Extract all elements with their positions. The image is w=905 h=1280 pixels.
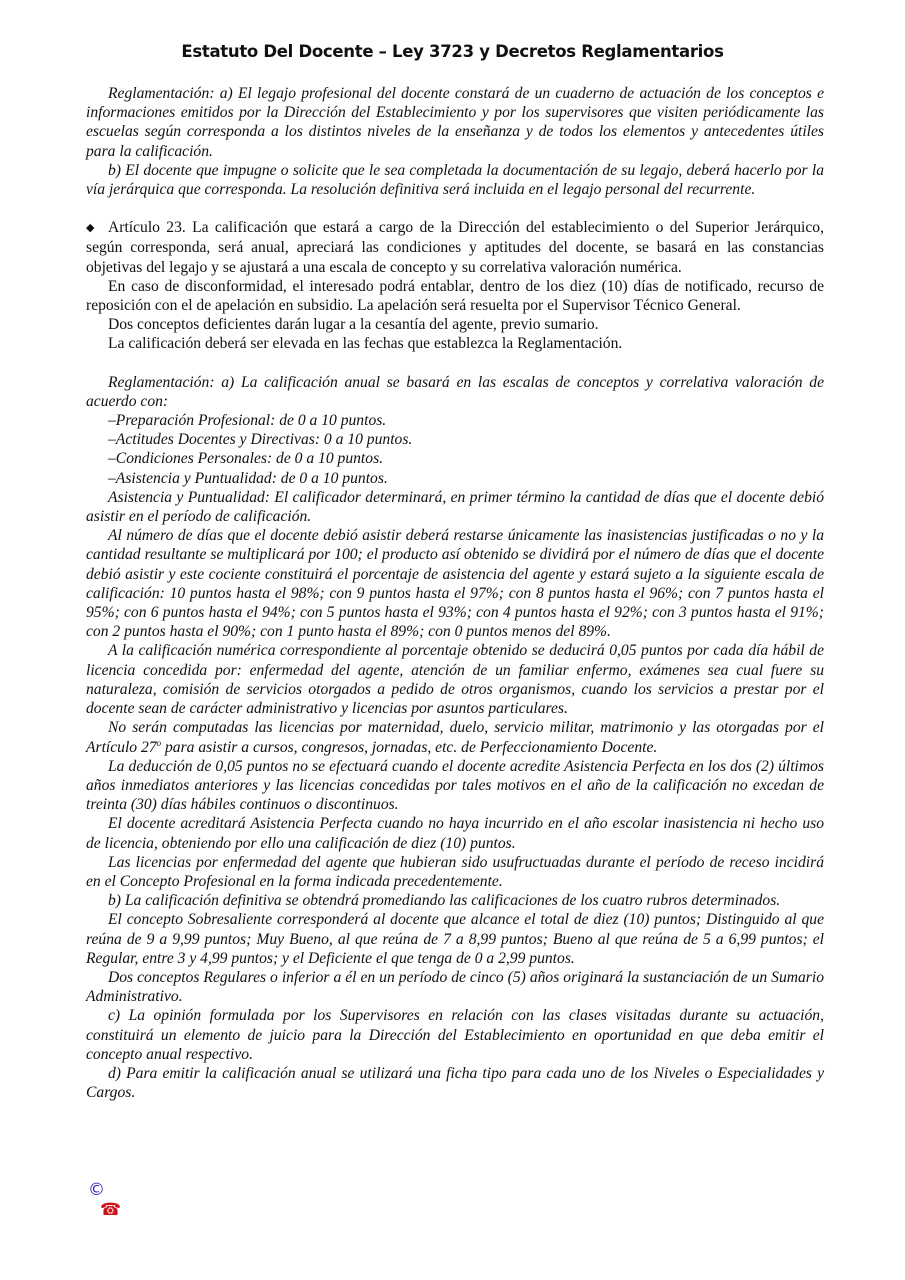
reglamentacion-22-b: b) El docente que impugne o solicite que le sea completada la documentación de su legajo, deberá hacerlo por la vía jerárquica que corresponda. La resolución definitiva será incluida en el legajo personal del recurrente. [86,161,824,199]
articulo-23-paragraph [86,218,824,277]
asistencia-paragraph-3: A la calificación numérica correspondiente al porcentaje obtenido se deducirá 0,05 puntos por cada día hábil de licencia concedida por: enfermedad del agente, atención de un familiar enfermo, exámenes sea cual fuere su naturaleza, comisión de servicios otorgados a pedido de otros organismos, cuando los servicios a prestar por el docente sean de carácter administrativo y licencias por asuntos particulares. [86,642,824,718]
articulo-23-text: Artículo 23. La calificación que estará a cargo de la Dirección del establecimiento o del Superior Jerárquico, según corresponda, será anual, apreciará las condiciones y aptitudes del docente, se basará en las constancias objetivas del legajo y se ajustará a una escala de concepto y su correlativa valoración numérica. [86,219,824,276]
scale-item: –Preparación Profesional: de 0 a 10 puntos. [108,412,387,430]
scale-item: –Asistencia y Puntualidad: de 0 a 10 puntos. [108,469,388,487]
diamond-bullet-icon: ◆ [86,222,95,235]
asistencia-paragraph-7: Las licencias por enfermedad del agente que hubieran sido usufructuadas durante el período de receso incidirá en el Concepto Profesional en la forma indicada precedentemente. [86,853,824,890]
document-body [86,84,824,1102]
reglamentacion-22-a: Reglamentación: a) El legajo profesional del docente constará de un cuaderno de actuación de los conceptos e informaciones emitidos por la Dirección del Establecimiento y por los supervisores que visiten periódicamente las escuelas según corresponda a los distintos niveles de la enseñanza y de todos los elementos y antecedentes útiles para la calificación. [86,85,824,160]
articulo-23-disconformidad: En caso de disconformidad, el interesado podrá entablar, dentro de los diez (10) días de notificado, recurso de reposición con el de apelación en subsidio. La apelación será resuelta por el Supervisor Técnico General. [86,277,824,315]
telephone-icon: ☎ [100,1200,122,1220]
scale-item: –Condiciones Personales: de 0 a 10 puntos. [108,450,384,468]
asistencia-paragraph-2: Al número de días que el docente debió asistir deberá restarse únicamente las inasistencias justificadas o no y la cantidad resultante se multiplicará por 100; el producto así obtenido se dividirá por el número de días que el docente debió asistir y este cociente constituirá el porcentaje de asistencia del agente y estará sujeto a la siguiente escala de calificación: 10 puntos hasta el 98%; con 9 puntos hasta el 97%; con 8 puntos hasta el 96%; con 7 puntos hasta el 95%; con 6 puntos hasta el 94%; con 5 puntos hasta el 93%; con 4 puntos hasta el 92%; con 3 puntos hasta el 91%; con 2 puntos hasta el 90%; con 1 punto hasta el 89%; con 0 puntos menos del 89%. [86,527,824,641]
scale-item: –Actitudes Docentes y Directivas: 0 a 10 puntos. [108,431,413,449]
asistencia-paragraph-6: El docente acreditará Asistencia Perfecta cuando no haya incurrido en el año escolar inasistencia ni hecho uso de licencia, obteniendo por ello una calificación de diez (10) puntos. [86,815,824,852]
asistencia-4-text: No serán computadas las licencias por maternidad, duelo, servicio militar, matrimonio y las otorgadas por el Artículo 27 [86,719,824,756]
articulo-23-cesantia: Dos conceptos deficientes darán lugar a la cesantía del agente, previo sumario. [108,316,599,334]
copyright-icon: © [88,1180,105,1200]
reglamentacion-23-a: Reglamentación: a) La calificación anual se basará en las escalas de conceptos y correlativa valoración de acuerdo con: [86,373,824,410]
spacer [86,199,824,218]
reglamentacion-23-d: d) Para emitir la calificación anual se utilizará una ficha tipo para cada uno de los Niveles o Especialidades y Cargos. [86,1064,824,1102]
concepto-paragraph-1: El concepto Sobresaliente corresponderá al docente que alcance el total de diez (10) puntos; Distinguido al que reúna de 9 a 9,99 puntos; Muy Bueno, al que reúna de 7 a 8,99 puntos; Bueno al que reúna de 5 a 6,99 puntos; el Regular, entre 3 y 4,99 puntos; y el Deficiente el que tenga de 0 a 2,99 puntos. [86,911,824,967]
articulo-23-fechas: La calificación deberá ser elevada en las fechas que establezca la Reglamentación. [108,335,623,353]
spacer [86,354,824,373]
reglamentacion-23-c: c) La opinión formulada por los Supervisores en relación con las clases visitadas durante su actuación, constituirá un elemento de juicio para la Dirección del Establecimiento en oportunidad en que deba emitir el concepto anual respectivo. [86,1007,824,1063]
page-title: Estatuto Del Docente – Ley 3723 y Decretos Reglamentarios [181,42,724,61]
asistencia-paragraph-1: Asistencia y Puntualidad: El calificador determinará, en primer término la cantidad de días que el docente debió asistir en el período de calificación. [86,488,824,526]
ordinal-superscript: o [156,737,162,748]
concepto-paragraph-2: Dos conceptos Regulares o inferior a él en un período de cinco (5) años originará la sustanciación de un Sumario Administrativo. [86,968,824,1006]
asistencia-4-text-end: para asistir a cursos, congresos, jornadas, etc. de Perfeccionamiento Docente. [161,738,658,756]
reglamentacion-23-b: b) La calificación definitiva se obtendrá promediando las calificaciones de los cuatro rubros determinados. [108,892,781,910]
asistencia-paragraph-5: La deducción de 0,05 puntos no se efectuará cuando el docente acredite Asistencia Perfecta en los dos (2) últimos años inmediatos anteriores y las licencias concedidas por tales motivos en el año de la calificación no excedan de treinta (30) días hábiles continuos o discontinuos. [86,757,824,814]
asistencia-paragraph-4 [86,718,824,756]
